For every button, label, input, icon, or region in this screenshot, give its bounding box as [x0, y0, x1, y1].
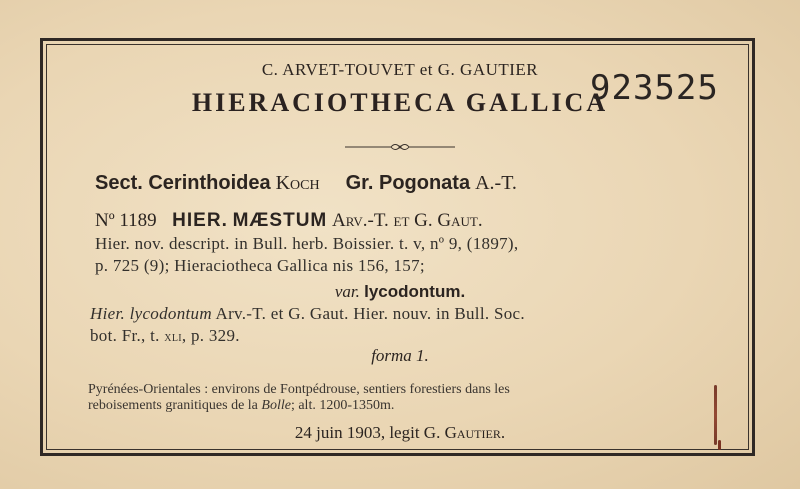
divider-ornament: [0, 142, 800, 152]
collection-title: HIERACIOTHECA GALLICA: [191, 88, 609, 117]
variety-description-1: [90, 304, 525, 324]
ink-mark-small: [718, 440, 721, 450]
variety-line: [0, 282, 800, 302]
variety-description-2: [90, 326, 240, 346]
description-line-1: Hier. nov. descript. in Bull. herb. Boissier. t. v, nº 9, (1897),: [95, 234, 519, 253]
catalog-number-stamp: 923525: [590, 68, 719, 108]
locality-2-italic: Bolle: [261, 398, 291, 413]
section-line: [95, 172, 517, 195]
variety-desc-rest: Arv.-T. et G. Gaut. Hier. nouv. in Bull. Soc.: [215, 304, 525, 323]
specimen-genus: HIER.: [172, 210, 228, 231]
locality-line-2: [88, 398, 394, 414]
locality-2-b: ; alt. 1200-1350m.: [290, 398, 395, 413]
variety-desc-2-a: bot. Fr., t.: [90, 326, 160, 345]
collection-date-line: [0, 423, 800, 443]
specimen-line: [95, 210, 483, 232]
collection-date: 24 juin 1903, legit G.: [294, 423, 441, 442]
locality-2-a: reboisements granitiques de la: [88, 398, 258, 413]
variety-name: lycodontum.: [364, 282, 466, 301]
group-name: Gr. Pogonata: [345, 172, 471, 194]
variety-desc-2-b: , p. 329.: [181, 326, 240, 345]
specimen-species: MÆSTUM: [232, 210, 328, 231]
variety-desc-italic: Hier. lycodontum: [90, 304, 212, 323]
section-author: Koch: [275, 172, 320, 194]
group-author: A.-T.: [475, 172, 517, 194]
variety-prefix: var.: [334, 282, 360, 301]
section-name: Sect. Cerinthoidea: [95, 172, 271, 194]
collector-name: Gautier.: [444, 423, 506, 442]
specimen-authors: Arv.-T. et G. Gaut.: [332, 210, 483, 231]
locality-line-1: Pyrénées-Orientales : environs de Fontpédrouse, sentiers forestiers dans les: [88, 382, 510, 397]
description-line-2: p. 725 (9); Hieraciotheca Gallica nis 156, 157;: [95, 256, 425, 275]
specimen-number: Nº 1189: [95, 210, 157, 231]
ink-mark: [714, 385, 717, 445]
forma-line: forma 1.: [371, 346, 429, 365]
authors-line: C. ARVET-TOUVET et G. GAUTIER: [261, 60, 539, 79]
variety-desc-volume: xli: [164, 330, 182, 345]
